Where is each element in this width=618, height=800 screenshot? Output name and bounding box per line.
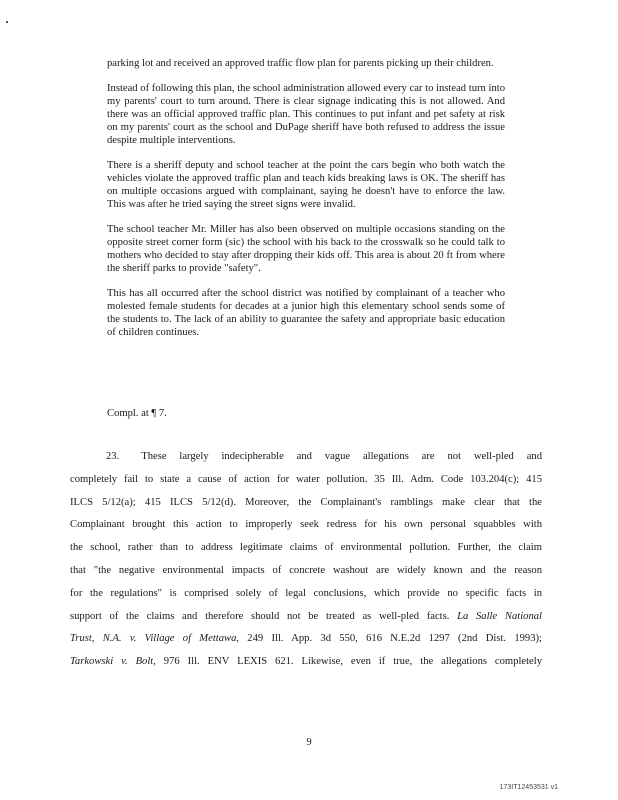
text-line: that "the negative environmental impacts of concrete washout are widely known and the reason	[70, 564, 542, 576]
text-line: Trust, N.A. v. Village of Mettawa, 249 Ill. App. 3d 550, 616 N.E.2d 1297 (2nd Dist. 1993);	[70, 633, 542, 645]
text-line: ILCS 5/12(a); 415 ILCS 5/12(d). Moreover, the Complainant's ramblings make clear that the	[70, 496, 542, 508]
quote-paragraph: There is a sheriff deputy and school teacher at the point the cars begin who both watch the vehicles violate the approved traffic plan and teach kids breaking laws is OK. The sheriff has on multiple occasions argued with complainant, saying he doesn't have to enforce the law. This was after he tried saying the street signs were invalid.	[107, 160, 505, 210]
text-line: support of the claims and therefore should not be treated as well-pled facts. La Salle National	[70, 610, 542, 622]
text-line: the school, rather than to address legitimate claims of environmental pollution. Further, the claim	[70, 542, 542, 554]
text-line: for the regulations" is comprised solely of legal conclusions, which provide no specific facts in	[70, 587, 542, 599]
block-quote	[107, 57, 505, 351]
case-citation: Trust, N.A. v. Village of Mettawa	[70, 633, 237, 645]
text-line: completely fail to state a cause of action for water pollution. 35 Ill. Adm. Code 103.204(c); 415	[70, 473, 542, 485]
quote-citation: Compl. at ¶ 7.	[107, 408, 167, 419]
page-number: 9	[306, 737, 312, 748]
quote-paragraph: Instead of following this plan, the school administration allowed every car to instead turn into my parents' court to turn around. There is clear signage indicating this is not allowed. And there was an official approved traffic plan. This continues to put infant and pet safety at risk on my parents' court as the school and DuPage sheriff have both refused to address the issue despite multiple interventions.	[107, 83, 505, 146]
text-line: 23. These largely indecipherable and vague allegations are not well-pled and	[106, 451, 542, 462]
document-id: 173IT12453531 v1	[499, 784, 558, 791]
text-line: Complainant brought this action to improperly seek redress for his own personal squabbles with	[70, 519, 542, 531]
quote-paragraph: parking lot and received an approved traffic flow plan for parents picking up their children.	[107, 58, 494, 69]
scan-artifact	[6, 21, 8, 23]
paragraph-number: 23.	[106, 451, 120, 462]
quote-paragraph: The school teacher Mr. Miller has also been observed on multiple occasions standing on the opposite street corner form (sic) the school with his back to the crosswalk so he could talk to mothers who decided to stay after dropping their kids off. This area is about 20 ft from where the sheriff parks to provide "safety".	[107, 224, 505, 274]
text-line: Tarkowski v. Bolt, 976 Ill. ENV LEXIS 621. Likewise, even if true, the allegations completely	[70, 656, 542, 668]
quote-paragraph: This has all occurred after the school district was notified by complainant of a teacher who molested female students for decades at a junior high this elementary school sends some of the students to. The lack of an ability to guarantee the safety and appropriate basic education of children continues.	[107, 288, 505, 338]
case-citation: La Salle National	[457, 610, 542, 622]
paragraph-23	[70, 446, 542, 674]
case-citation: Tarkowski v. Bolt	[70, 656, 154, 668]
